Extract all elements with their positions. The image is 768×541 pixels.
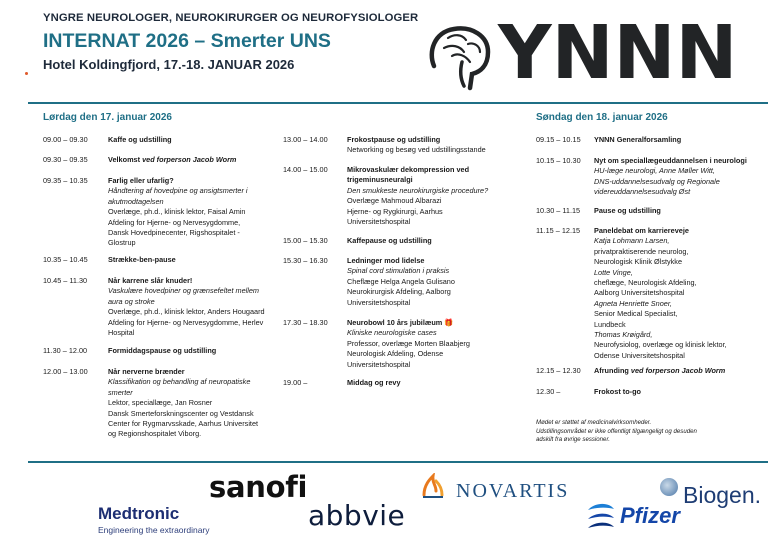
schedule-session bbox=[108, 155, 280, 165]
session-detail: cheflæge, Neurologisk Afdeling, bbox=[594, 278, 697, 288]
session-detail: Overlæge, ph.d., klinisk lektor, Anders Hougaard bbox=[108, 307, 265, 317]
session-detail: og Regionshospitalet Viborg. bbox=[108, 429, 202, 439]
session-subtitle: Vaskulære hovedpiner og grænsefeltet mellem bbox=[108, 286, 260, 296]
session-subtitle: Håndtering af hovedpine og ansigtsmerter i bbox=[108, 186, 248, 196]
session-subtitle: Klassifikation og behandling af neuropatiske bbox=[108, 377, 251, 387]
session-detail: Center for Rygmarvsskade, Aarhus Universitet bbox=[108, 419, 259, 429]
session-detail: Lundbeck bbox=[594, 319, 626, 329]
session-detail: Cheflæge Helga Angela Gulisano bbox=[347, 276, 455, 286]
session-title bbox=[347, 236, 527, 246]
session-subtitle: akutmodtagelsen bbox=[108, 196, 164, 206]
session-detail: Neurologisk Klinik Ølstykke bbox=[594, 257, 682, 267]
schedule-time: 10.35 – 10.45 bbox=[43, 255, 88, 264]
session-title-text: Strække-ben-pause bbox=[108, 255, 176, 264]
session-title bbox=[347, 378, 527, 388]
pfizer-mark-icon bbox=[585, 500, 617, 536]
session-detail: Hjerne- og Rygkirurgi, Aarhus bbox=[347, 206, 443, 216]
schedule-session bbox=[594, 387, 764, 397]
session-subtitle: Katja Lohmann Larsen, bbox=[594, 236, 670, 246]
sanofi-logo: sanofi bbox=[209, 470, 308, 504]
schedule-time: 09.15 – 10.15 bbox=[536, 135, 581, 144]
session-title bbox=[594, 226, 764, 236]
schedule-time: 11.15 – 12.15 bbox=[536, 226, 581, 235]
session-subtitle: HU-læge neurologi, Anne Møller Witt, bbox=[594, 166, 715, 176]
session-detail: Odense Universitetshospital bbox=[594, 350, 685, 360]
session-host: ved forperson Jacob Worm bbox=[142, 155, 237, 164]
schedule-time: 14.00 – 15.00 bbox=[283, 165, 328, 174]
session-title-text: Velkomst bbox=[108, 155, 143, 164]
session-detail: Glostrup bbox=[108, 238, 136, 248]
novartis-logo: NOVARTIS bbox=[456, 480, 570, 502]
biogen-mark-icon bbox=[660, 478, 678, 496]
session-title-text: Kaffe og udstilling bbox=[108, 135, 172, 144]
session-detail: Aalborg Universitetshospital bbox=[594, 288, 685, 298]
abbvie-logo: abbvie bbox=[308, 499, 406, 532]
session-title-text: YNNN Generalforsamling bbox=[594, 135, 682, 144]
session-detail: Afdeling for Hjerne- og Nervesygdomme, bbox=[108, 217, 241, 227]
schedule-time: 12.00 – 13.00 bbox=[43, 367, 88, 376]
schedule-time: 12.30 – bbox=[536, 387, 561, 396]
session-title bbox=[594, 387, 764, 397]
session-title-text: Nyt om speciallægeuddannelsen i neurologi bbox=[594, 156, 747, 165]
note-line: Mødet er støttet af medicinalvirksomheder. bbox=[536, 419, 652, 426]
pfizer-logo: Pfizer bbox=[620, 503, 680, 528]
schedule-session bbox=[594, 206, 764, 216]
session-title bbox=[108, 135, 280, 145]
session-title-text: Neurobowl 10 års jubilæum 🎁 bbox=[347, 318, 454, 327]
schedule-session bbox=[108, 176, 280, 249]
schedule-session bbox=[594, 135, 764, 145]
schedule-time: 10.30 – 11.15 bbox=[536, 206, 581, 215]
session-detail: Overlæge Mahmoud Albarazi bbox=[347, 196, 442, 206]
session-title bbox=[594, 206, 764, 216]
session-title bbox=[108, 276, 280, 286]
schedule-session bbox=[108, 135, 280, 145]
schedule-time: 09.30 – 09.35 bbox=[43, 155, 88, 164]
session-title bbox=[108, 255, 280, 265]
schedule-session bbox=[594, 226, 764, 361]
biogen-logo: Biogen. bbox=[683, 482, 762, 508]
session-subtitle: videreuddannelsesudvalg Øst bbox=[594, 187, 691, 197]
session-title bbox=[347, 165, 527, 175]
logo-wordmark: YNNN bbox=[498, 10, 738, 96]
session-title-text: Ledninger mod lidelse bbox=[347, 256, 425, 265]
event-venue: Hotel Koldingfjord, 17.-18. JANUAR 2026 bbox=[43, 57, 295, 72]
session-detail: Dansk Hovedpinecenter, Rigshospitalet - bbox=[108, 228, 240, 238]
session-title-text: Mikrovaskulær dekompression ved bbox=[347, 165, 470, 174]
session-detail: Afdeling for Hjerne- og Nervesygdomme, Herlev bbox=[108, 317, 264, 327]
session-detail: Overlæge, ph.d., klinisk lektor, Faisal Amin bbox=[108, 207, 246, 217]
schedule-session bbox=[108, 346, 280, 356]
schedule-session bbox=[594, 366, 764, 376]
session-title-text: Når karrene slår knuder! bbox=[108, 276, 193, 285]
session-detail: Networking og besøg ved udstillingsstande bbox=[347, 145, 486, 155]
medtronic-tagline: Engineering the extraordinary bbox=[98, 525, 210, 535]
schedule-time: 09.00 – 09.30 bbox=[43, 135, 88, 144]
session-host: ved forperson Jacob Worm bbox=[630, 366, 726, 375]
session-title-text: Farlig eller ufarlig? bbox=[108, 176, 174, 185]
session-title bbox=[594, 156, 764, 166]
schedule-time: 19.00 – bbox=[283, 378, 308, 387]
session-subtitle: aura og stroke bbox=[108, 296, 155, 306]
decorative-dot bbox=[25, 72, 28, 75]
session-detail: Universitetshospital bbox=[347, 359, 411, 369]
schedule-time: 15.00 – 15.30 bbox=[283, 236, 328, 245]
schedule-session bbox=[347, 378, 527, 388]
schedule-time: 10.45 – 11.30 bbox=[43, 276, 88, 285]
session-detail: Senior Medical Specialist, bbox=[594, 309, 678, 319]
schedule-session bbox=[347, 236, 527, 246]
schedule-session bbox=[108, 276, 280, 338]
session-subtitle: Agneta Henriette Snoer, bbox=[594, 298, 672, 308]
schedule-time: 12.15 – 12.30 bbox=[536, 366, 581, 375]
brain-head-icon bbox=[426, 22, 496, 98]
session-title-text: Middag og revy bbox=[347, 378, 401, 387]
schedule-time: 13.00 – 14.00 bbox=[283, 135, 328, 144]
schedule-session bbox=[347, 135, 527, 156]
session-subtitle: DNS-uddannelsesudvalg og Regionale bbox=[594, 176, 720, 186]
schedule-session bbox=[347, 318, 527, 370]
schedule-time: 10.15 – 10.30 bbox=[536, 156, 581, 165]
schedule-session bbox=[347, 165, 527, 227]
novartis-flame-icon bbox=[420, 473, 446, 499]
session-detail: Dansk Smerteforskningscenter og Vestdansk bbox=[108, 408, 254, 418]
ynnn-logo bbox=[426, 10, 762, 98]
note-line: adskilt fra øvrige sessioner. bbox=[536, 436, 610, 444]
saturday-heading: Lørdag den 17. januar 2026 bbox=[43, 112, 172, 123]
footer-divider bbox=[28, 461, 768, 463]
session-title-text: Afrunding bbox=[594, 366, 631, 375]
schedule-time: 09.35 – 10.35 bbox=[43, 176, 88, 185]
session-title bbox=[347, 175, 527, 185]
session-title-text: Frokostpause og udstilling bbox=[347, 135, 441, 144]
session-title-text: Formiddagspause og udstilling bbox=[108, 346, 217, 355]
session-title-text: Når nerverne brænder bbox=[108, 367, 185, 376]
session-subtitle: Den smukkeste neurokirurgiske procedure? bbox=[347, 185, 489, 195]
medtronic-logo: Medtronic bbox=[98, 504, 180, 523]
session-title-text: Paneldebat om karriereveje bbox=[594, 226, 689, 235]
session-detail: Universitetshospital bbox=[347, 297, 411, 307]
schedule-session bbox=[594, 156, 764, 198]
session-detail: Professor, overlæge Morten Blaabjerg bbox=[347, 338, 470, 348]
schedule-time: 15.30 – 16.30 bbox=[283, 256, 328, 265]
session-title-text: Kaffepause og udstilling bbox=[347, 236, 432, 245]
session-title bbox=[347, 135, 527, 145]
session-subtitle: smerter bbox=[108, 387, 133, 397]
header-divider bbox=[28, 102, 768, 104]
schedule-session bbox=[108, 367, 280, 440]
session-title-text: Pause og udstilling bbox=[594, 206, 661, 215]
session-title-text: Frokost to-go bbox=[594, 387, 642, 396]
note-line: Udstillingsområdet er ikke offentligt tilgængeligt og desuden bbox=[536, 427, 697, 435]
schedule-time: 17.30 – 18.30 bbox=[283, 318, 328, 327]
session-detail: privatpraktiserende neurolog, bbox=[594, 246, 689, 256]
session-detail: Hospital bbox=[108, 328, 135, 338]
session-detail: Lektor, speciallæge, Jan Rosner bbox=[108, 398, 213, 408]
session-detail: Universitetshospital bbox=[347, 217, 411, 227]
session-subtitle: Thomas Krøigård, bbox=[594, 330, 653, 340]
session-detail: Neurokirurgisk Afdeling, Aalborg bbox=[347, 287, 451, 297]
session-title bbox=[108, 346, 280, 356]
schedule-session bbox=[347, 256, 527, 308]
sponsor-note bbox=[536, 419, 756, 445]
organization-name: YNGRE NEUROLOGER, NEUROKIRURGER OG NEUROFYSIOLOGER bbox=[43, 12, 419, 24]
session-title bbox=[594, 366, 764, 376]
sunday-heading: Søndag den 18. januar 2026 bbox=[536, 112, 668, 123]
session-title bbox=[108, 176, 280, 186]
schedule-time: 11.30 – 12.00 bbox=[43, 346, 88, 355]
session-subtitle: Lotte Vinge, bbox=[594, 267, 633, 277]
session-title bbox=[108, 155, 280, 165]
session-title-text: trigeminusneuralgi bbox=[347, 175, 413, 185]
session-subtitle: Kliniske neurologiske cases bbox=[347, 328, 437, 338]
session-title bbox=[347, 256, 527, 266]
session-detail: Neurologisk Afdeling, Odense bbox=[347, 349, 444, 359]
schedule-session bbox=[108, 255, 280, 265]
session-detail: Neurofysiolog, overlæge og klinisk lektor, bbox=[594, 340, 727, 350]
event-title: INTERNAT 2026 – Smerter UNS bbox=[43, 30, 331, 52]
session-subtitle: Spinal cord stimulation i praksis bbox=[347, 266, 450, 276]
session-title bbox=[108, 367, 280, 377]
session-title bbox=[594, 135, 764, 145]
session-title bbox=[347, 318, 527, 328]
